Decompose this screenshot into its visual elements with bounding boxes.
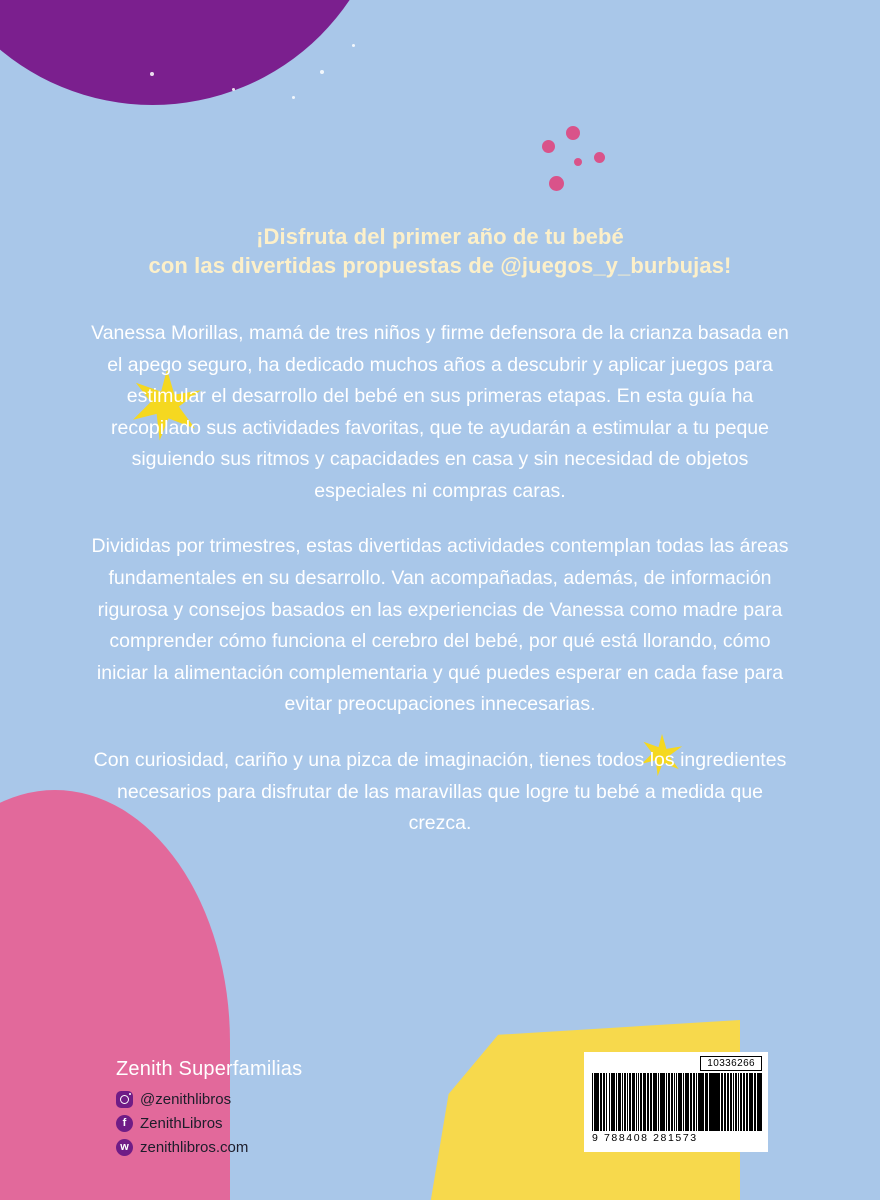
- sparkle-dot: [150, 72, 154, 76]
- social-link-facebook[interactable]: [116, 1112, 248, 1134]
- sparkle-dot: [232, 88, 235, 91]
- headline-line-1: ¡Disfruta del primer año de tu bebé: [256, 224, 624, 249]
- blurb-paragraph: Divididas por trimestres, estas divertidas actividades contemplan todas las áreas fundamentales en su desarrollo. Van acompañadas, además, de información rigurosa y consejos basados en las experiencias de Vanessa como madre para comprender cómo funciona el cerebro del bebé, por qué está llorando, cómo iniciar la alimentación complementaria y qué puedes esperar en cada fase para evitar preocupaciones innecesarias.: [91, 535, 789, 716]
- blurb-text: [90, 318, 790, 840]
- sparkle-dot: [320, 70, 324, 74]
- pink-dot: [594, 152, 605, 163]
- cover-headline: [60, 222, 820, 280]
- website-url: zenithlibros.com: [140, 1138, 249, 1156]
- sparkle-dot: [352, 44, 355, 47]
- social-links: [116, 1088, 248, 1160]
- social-link-website[interactable]: [116, 1136, 248, 1158]
- ean-number: 9 788408 281573: [592, 1132, 698, 1144]
- pink-dot: [549, 176, 564, 191]
- pink-dot: [566, 126, 580, 140]
- social-link-instagram[interactable]: [116, 1088, 248, 1110]
- blurb-paragraph: Con curiosidad, cariño y una pizca de imaginación, tienes todos los ingredientes necesarios para disfrutar de las maravillas que logre tu bebé a medida que crezca.: [93, 748, 787, 835]
- barcode-bars: [590, 1073, 762, 1131]
- instagram-icon: [116, 1091, 133, 1108]
- barcode-block: [584, 1052, 768, 1152]
- pink-dot: [574, 158, 582, 166]
- blurb-paragraph: Vanessa Morillas, mamá de tres niños y firme defensora de la crianza basada en el apego seguro, ha dedicado muchos años a descubrir y aplicar juegos para estimular el desarrollo del bebé en sus primeras etapas. En esta guía ha recopilado sus actividades favoritas, que te ayudarán a estimular a tu peque siguiendo sus ritmos y capacidades en casa y sin necesidad de objetos especiales ni compras caras.: [91, 322, 789, 502]
- facebook-icon: f: [116, 1115, 133, 1132]
- imprint-name: Zenith Superfamilias: [116, 1058, 303, 1080]
- instagram-handle: @zenithlibros: [140, 1090, 232, 1108]
- pink-dot: [542, 140, 555, 153]
- sparkle-dot: [292, 96, 295, 99]
- purple-blob-shape: [0, 0, 390, 105]
- web-icon: w: [116, 1139, 133, 1156]
- headline-line-2: con las divertidas propuestas de @juegos_y_burbujas!: [148, 253, 732, 279]
- facebook-handle: ZenithLibros: [140, 1114, 223, 1132]
- internal-code: 10336266: [700, 1056, 762, 1071]
